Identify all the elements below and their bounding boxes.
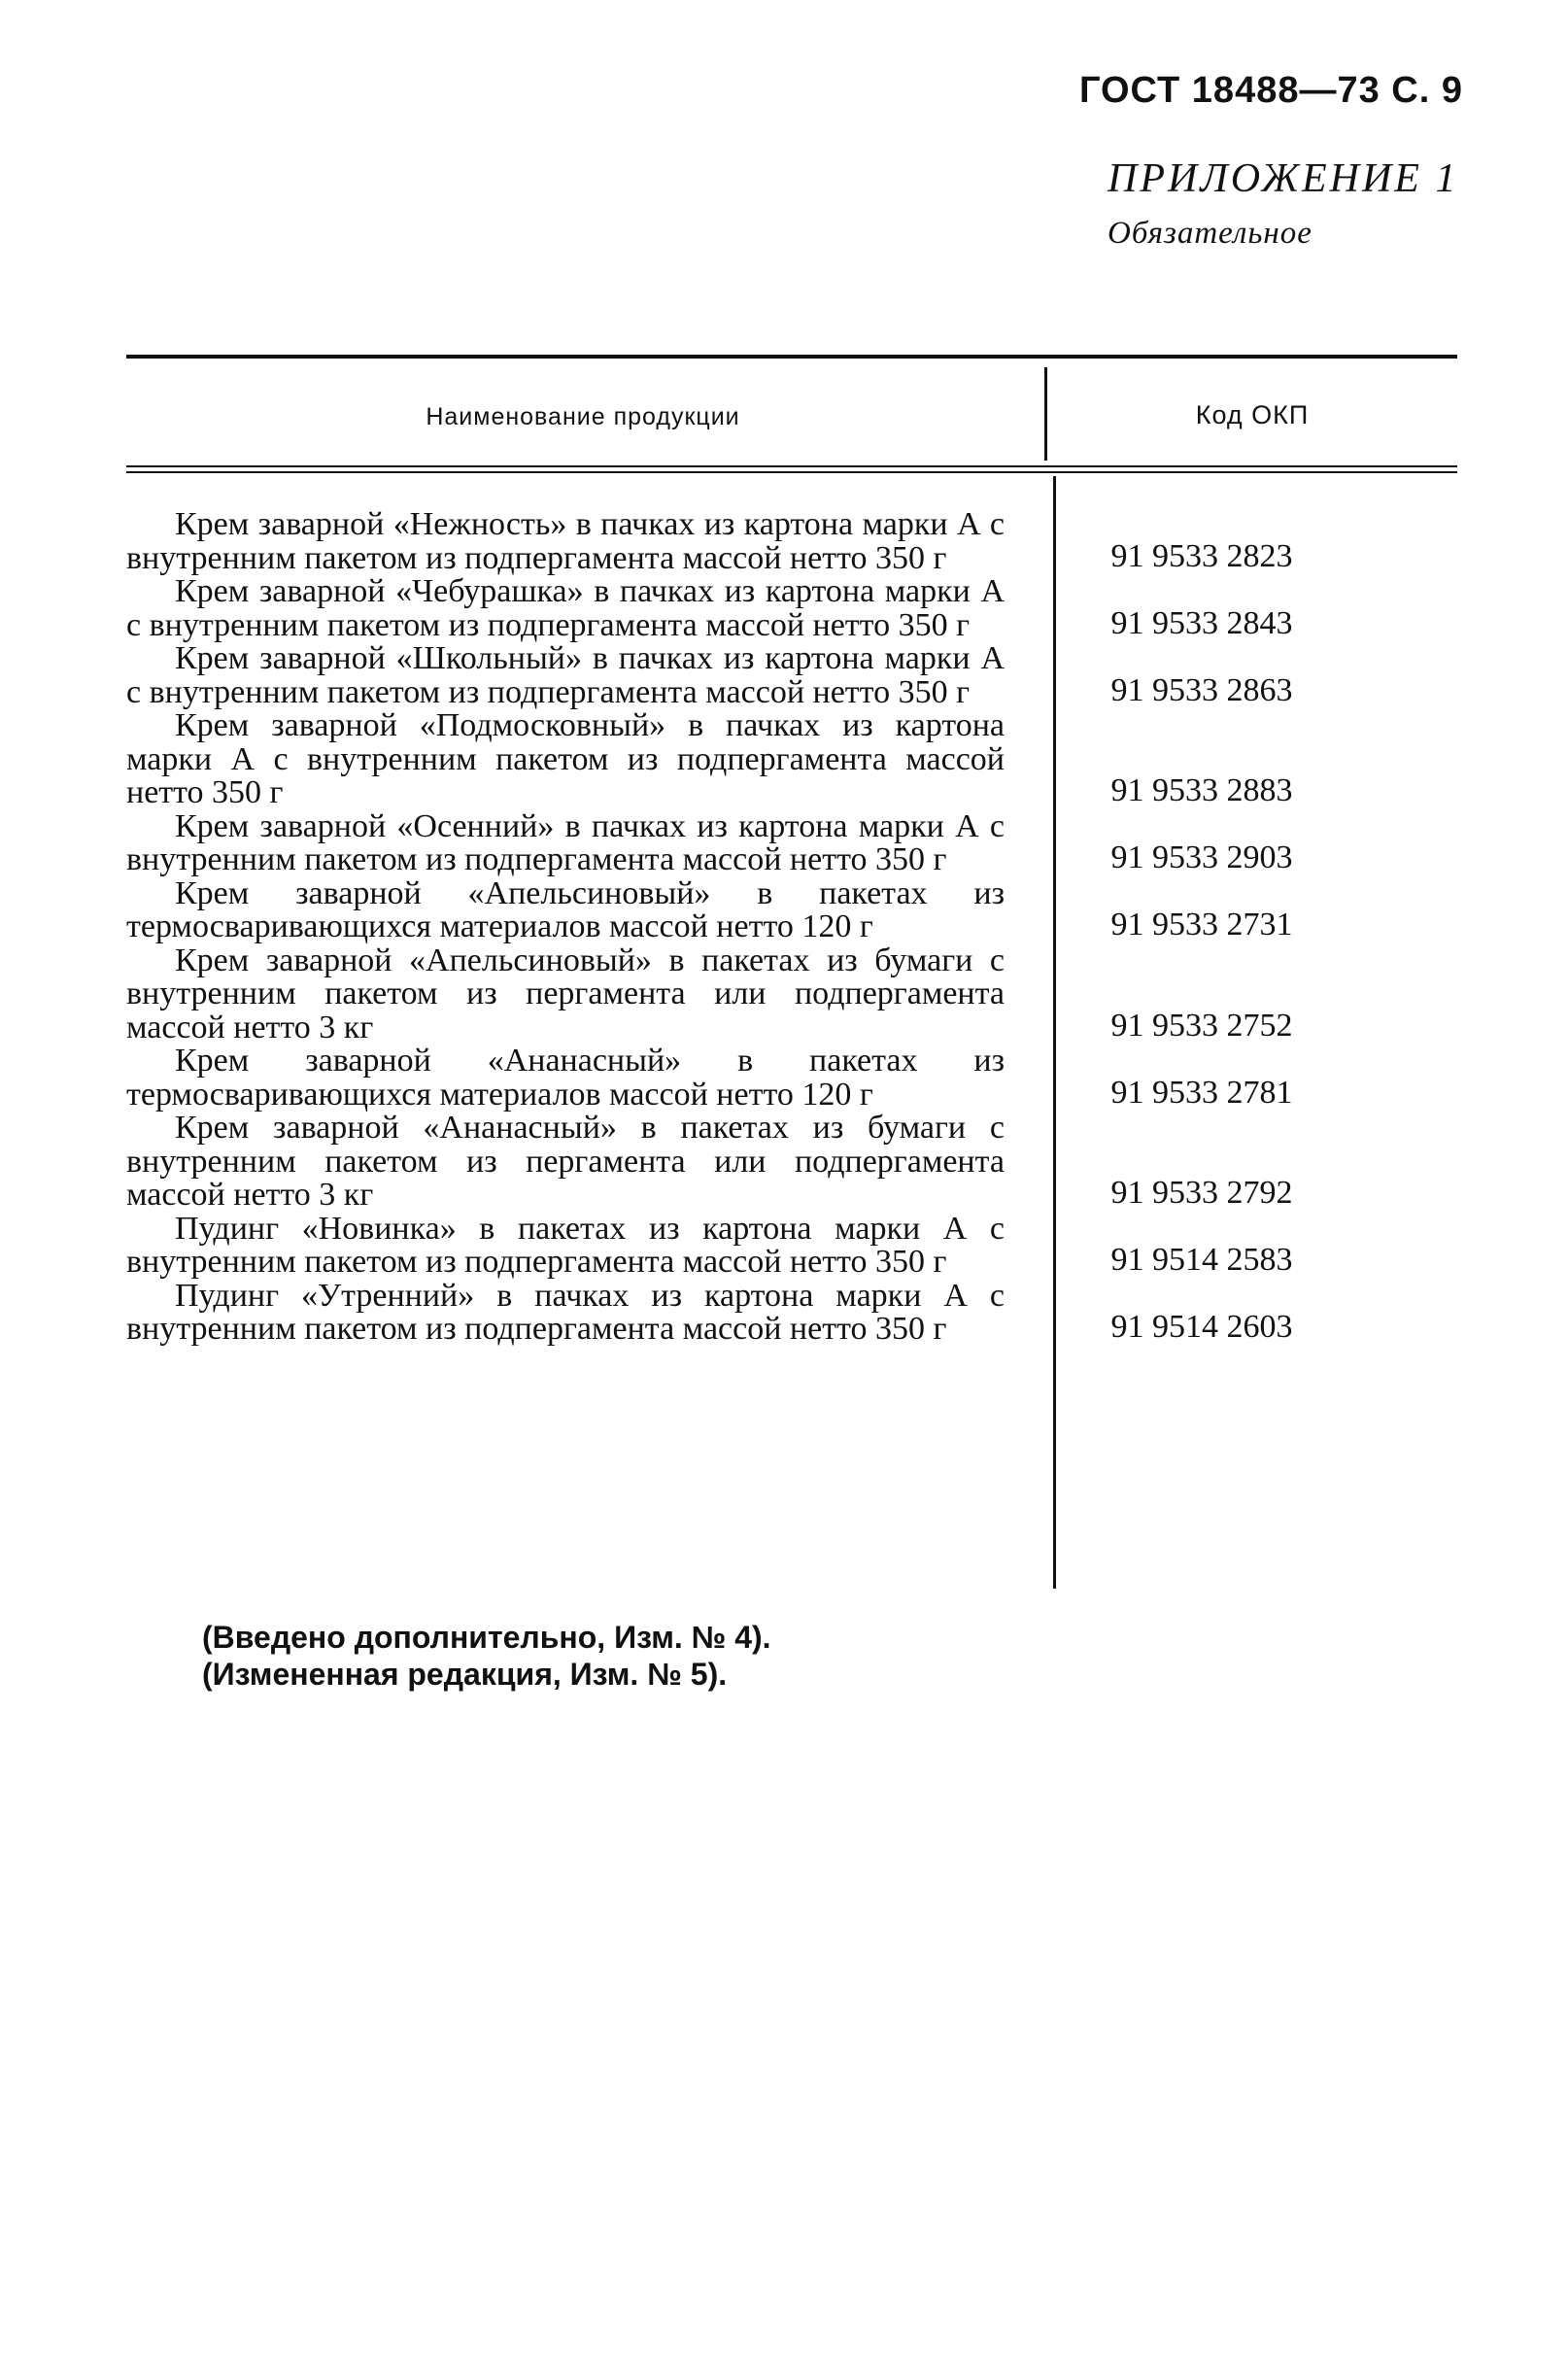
- okp-code: 91 9533 2781: [1110, 1074, 1293, 1111]
- okp-code: 91 9533 2752: [1110, 1007, 1293, 1044]
- product-name: Пудинг «Новинка» в пакетах из картона марки А с внутренним пакетом из подпергамента массой нетто 350 г: [126, 1210, 1005, 1280]
- table-row: [126, 874, 1370, 944]
- table-row: [126, 1045, 1370, 1112]
- amendment-note: (Введено дополнительно, Изм. № 4).: [202, 1620, 771, 1655]
- table-body: [126, 508, 1370, 1347]
- table-row: [126, 1112, 1370, 1213]
- document-reference: ГОСТ 18488—73 С. 9: [1078, 70, 1463, 111]
- okp-code: 91 9533 2731: [1110, 907, 1293, 942]
- okp-code: 91 9533 2792: [1110, 1175, 1293, 1211]
- okp-code: 91 9533 2903: [1110, 839, 1293, 875]
- product-name: Крем заварной «Ананасный» в пакетах из бумаги с внутренним пакетом из пергамента или подпергамента массой нетто 3 кг: [126, 1110, 1005, 1213]
- table-header-rule: [126, 465, 1457, 467]
- table-row: [126, 807, 1370, 877]
- table-top-rule: [126, 355, 1457, 359]
- table-header-rule-second: [126, 471, 1457, 473]
- table-row: [126, 1277, 1370, 1347]
- product-name: Крем заварной «Апельсиновый» в пакетах из бумаги с внутренним пакетом из пергамента или подпергамента массой нетто 3 кг: [126, 942, 1005, 1045]
- product-name: Крем заварной «Апельсиновый» в пакетах из термосваривающихся материалов массой нетто 120 г: [126, 874, 1005, 944]
- okp-code: 91 9533 2843: [1110, 604, 1293, 641]
- okp-code: 91 9533 2863: [1110, 671, 1293, 708]
- okp-code: 91 9514 2583: [1110, 1242, 1293, 1278]
- product-name: Крем заварной «Чебурашка» в пачках из картона марки А с внутренним пакетом из подпергамента массой нетто 350 г: [126, 573, 1005, 643]
- appendix-status: Обязательное: [1108, 216, 1312, 251]
- column-header-code: Код ОКП: [1195, 400, 1310, 429]
- product-name: Крем заварной «Школьный» в пачках из картона марки А с внутренним пакетом из подпергамента массой нетто 350 г: [126, 640, 1005, 710]
- amendment-note: (Измененная редакция, Изм. № 5).: [202, 1657, 728, 1692]
- okp-code: 91 9533 2823: [1110, 537, 1293, 574]
- product-name: Крем заварной «Нежность» в пачках из картона марки А с внутренним пакетом из подпергамента массой нетто 350 г: [126, 506, 1005, 576]
- table-row: [126, 709, 1370, 810]
- table-row: [126, 508, 1370, 575]
- product-name: Пудинг «Утренний» в пачках из картона марки А с внутренним пакетом из подпергамента массой нетто 350 г: [126, 1277, 1005, 1347]
- column-header-name: Наименование продукции: [426, 403, 740, 430]
- product-name: Крем заварной «Ананасный» в пакетах из термосваривающихся материалов массой нетто 120 г: [126, 1043, 1005, 1113]
- okp-code: 91 9533 2883: [1110, 772, 1293, 808]
- product-name: Крем заварной «Подмосковный» в пачках из картона марки А с внутренним пакетом из подпергамента массой нетто 350 г: [126, 707, 1005, 810]
- table-row: [126, 1210, 1370, 1280]
- table-row: [126, 944, 1370, 1045]
- appendix-title: ПРИЛОЖЕНИЕ 1: [1108, 156, 1459, 201]
- table-row: [126, 575, 1370, 642]
- okp-code: 91 9514 2603: [1110, 1309, 1293, 1345]
- table-row: [126, 642, 1370, 709]
- amendment-notes: [202, 1619, 771, 1693]
- product-name: Крем заварной «Осенний» в пачках из картона марки А с внутренним пакетом из подпергамента массой нетто 350 г: [126, 807, 1005, 877]
